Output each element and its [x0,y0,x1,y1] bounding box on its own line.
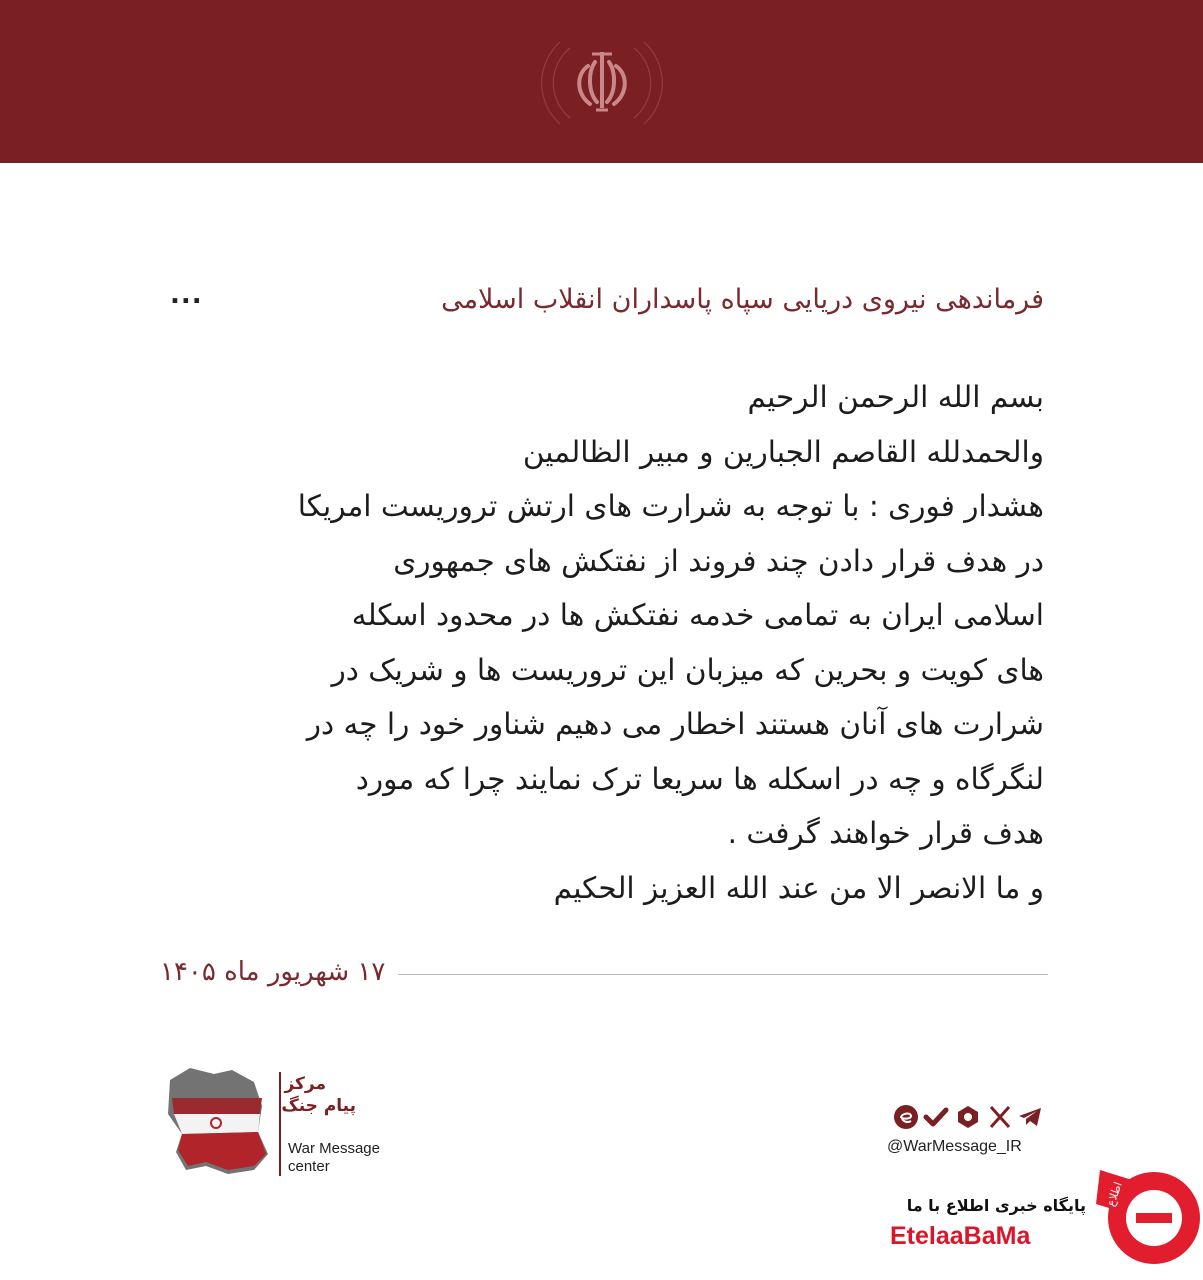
more-options-button[interactable]: ... [170,280,203,310]
statement-date: ۱۷ شهریور ماه ۱۴۰۵ [160,957,386,987]
date-divider [398,974,1048,975]
iran-map-flag-icon [162,1062,274,1184]
statement-line: اسلامی ایران به تمامی خدمه نفتکش ها در محدود اسکله [351,598,1044,632]
logo-divider [279,1072,281,1176]
source-brand-name: EtelaaBaMa [890,1222,1031,1250]
publisher-name-en: center [288,1158,330,1175]
statement-line: هدف قرار خواهند گرفت . [727,816,1044,850]
organization-title: فرماندهی نیروی دریایی سپاه پاسداران انقلاب اسلامی [441,284,1044,315]
statement-line: بسم الله الرحمن الرحیم [747,380,1044,414]
social-handle[interactable]: @WarMessage_IR [887,1138,1022,1155]
source-branding [880,1158,1203,1280]
statement-line: والحمدلله القاصم الجبارین و مبیر الظالمین [522,434,1044,469]
statement-line: هشدار فوری : با توجه به شرارت های ارتش تروریست امریکا [297,489,1044,523]
x-icon[interactable] [987,1104,1013,1130]
statement-line: در هدف قرار دادن چند فروند از نفتکش های جمهوری [393,543,1044,578]
iran-emblem-icon [540,28,664,138]
source-tagline: پایگاه خبری اطلاع با ما [906,1196,1086,1215]
publisher-name-fa: پیام جنگ [281,1096,356,1116]
statement-line: شرارت های آنان هستند اخطار می دهیم شناور خود را چه در [306,707,1044,741]
verified-check-icon[interactable] [923,1104,949,1130]
publisher-name-en: War Message [288,1140,380,1157]
date-row [160,950,1050,996]
post-header [160,280,1044,324]
social-links [893,1104,1043,1134]
eitaa-icon[interactable] [893,1104,919,1130]
etelaabama-logo-icon [1092,1160,1203,1272]
telegram-icon[interactable] [1017,1104,1043,1130]
war-message-center-logo [162,1062,402,1192]
rubika-icon[interactable] [955,1104,981,1130]
publisher-name-fa: مرکز [284,1074,326,1094]
statement-body [160,370,1044,915]
statement-line: و ما الانصر الا من عند الله العزیز الحکیم [553,870,1044,905]
top-banner [0,0,1203,163]
statement-line: لنگرگاه و چه در اسکله ها سریعا ترک نمایند چرا که مورد [355,761,1044,796]
statement-line: های کویت و بحرین که میزبان این تروریست ها و شریک در [331,652,1044,687]
badge-text: اطلاع [1104,1180,1125,1209]
